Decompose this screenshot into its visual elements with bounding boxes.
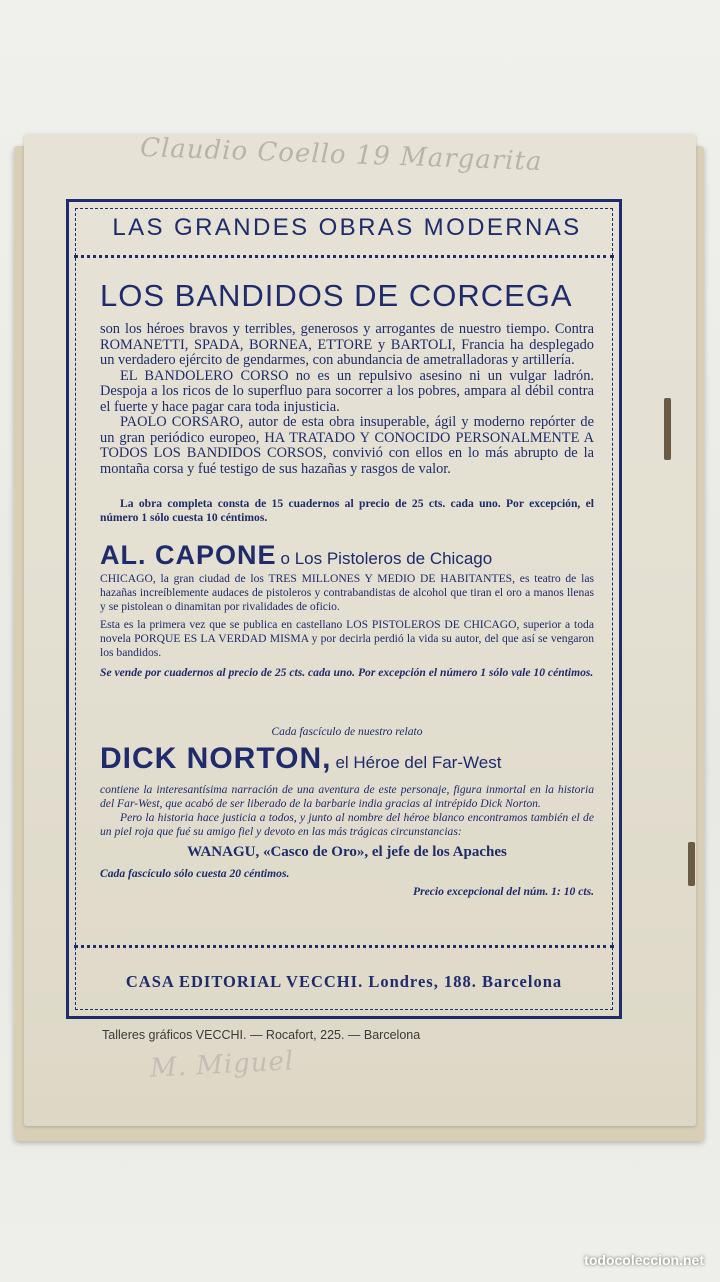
norton-paragraph: Pero la historia hace justicia a todos, y junto al nombre del héroe blanco encontramos también el de un piel roja que fué su amigo fiel y devoto en las más trágicas circunstancias: xyxy=(100,811,594,838)
staple-mark xyxy=(664,398,671,460)
norton-price-text: Cada fascículo sólo cuesta 20 céntimos. xyxy=(100,866,290,880)
capone-price-text: Se vende por cuadernos al precio de 25 cts. cada uno. Por excepción el número 1 sólo vale 10 céntimos. xyxy=(100,666,594,679)
norton-price-special: Precio excepcional del núm. 1: 10 cts. xyxy=(413,884,594,898)
capone-description xyxy=(100,572,594,680)
bandidos-paragraph: EL BANDOLERO CORSO no es un repulsivo asesino ni un vulgar ladrón. Despoja a los ricos de lo superfluo para socorrer a los pobres, ampara al débil contra el fuerte y hace pagar cara toda injusticia. xyxy=(100,367,594,415)
norton-heading xyxy=(100,742,594,776)
divider xyxy=(74,255,614,258)
divider xyxy=(74,945,614,948)
norton-subtitle: el Héroe del Far-West xyxy=(335,753,502,772)
site-watermark: todocoleccion.net xyxy=(584,1252,704,1268)
series-title: LAS GRANDES OBRAS MODERNAS xyxy=(112,214,582,241)
norton-description xyxy=(100,783,594,899)
bandidos-description xyxy=(100,322,594,477)
bandidos-price-text: La obra completa consta de 15 cuadernos al precio de 25 cts. cada uno. Por excepción, el número 1 sólo cuesta 10 céntimos. xyxy=(100,497,594,524)
book-title-capone: AL. CAPONE xyxy=(100,540,277,570)
bandidos-paragraph: son los héroes bravos y terribles, generosos y arrogantes de nuestro tiempo. Contra ROMANETTI, SPADA, BORNEA, ETTORE y BARTOLI, Francia ha desplegado un verdadero ejército de gendarmes, con abundancia de ametralladoras y artillería. xyxy=(100,321,594,368)
norton-paragraph: contiene la interesantísima narración de una aventura de este personaje, figura inmortal en la historia del Far-West, que acabó de ser liberado de la barbarie india gracias al intrépido Dick Norton. xyxy=(100,783,594,810)
capone-paragraph: CHICAGO, la gran ciudad de los TRES MILLONES Y MEDIO DE HABITANTES, es teatro de las hazañas increíblemente audaces de pistoleros y contrabandistas de alcohol que tiran el oro a manos llenas y se pistolean o dinamitan por rivalidades de oficio. xyxy=(100,572,594,613)
capone-paragraph: Esta es la primera vez que se publica en castellano LOS PISTOLEROS DE CHICAGO, superior a toda novela PORQUE ES LA VERDAD MISMA y por decirla perdió la vida su autor, del que así se vengaron los bandidos. xyxy=(100,618,594,659)
norton-intro-text: Cada fascículo de nuestro relato xyxy=(271,725,423,738)
capone-heading xyxy=(100,540,594,571)
book-title-norton: DICK NORTON, xyxy=(100,742,332,775)
capone-subtitle: o Los Pistoleros de Chicago xyxy=(280,549,493,568)
handwritten-note-top: Claudio Coello 19 Margarita xyxy=(139,132,543,178)
bandidos-paragraph: PAOLO CORSARO, autor de esta obra insuperable, ágil y moderno repórter de un gran periódico europeo, HA TRATADO Y CONOCIDO PERSONALMENTE A TODOS LOS BANDIDOS CORSOS, convivió con ellos en lo más abrupto de la montaña corsa y fué testigo de sus hazañas y rasgos de valor. xyxy=(100,414,594,477)
bandidos-price xyxy=(100,497,594,525)
norton-intro xyxy=(100,722,594,740)
printer-credit: Talleres gráficos VECCHI. — Rocafort, 225. — Barcelona xyxy=(102,1028,421,1042)
book-title-bandidos: LOS BANDIDOS DE CORCEGA xyxy=(100,278,573,313)
staple-mark xyxy=(688,842,695,886)
publisher-address: CASA EDITORIAL VECCHI. Londres, 188. Barcelona xyxy=(125,972,563,991)
handwritten-note-bottom: M. Miguel xyxy=(149,1046,295,1084)
wanagu-line: WANAGU, «Casco de Oro», el jefe de los Apaches xyxy=(187,844,507,860)
